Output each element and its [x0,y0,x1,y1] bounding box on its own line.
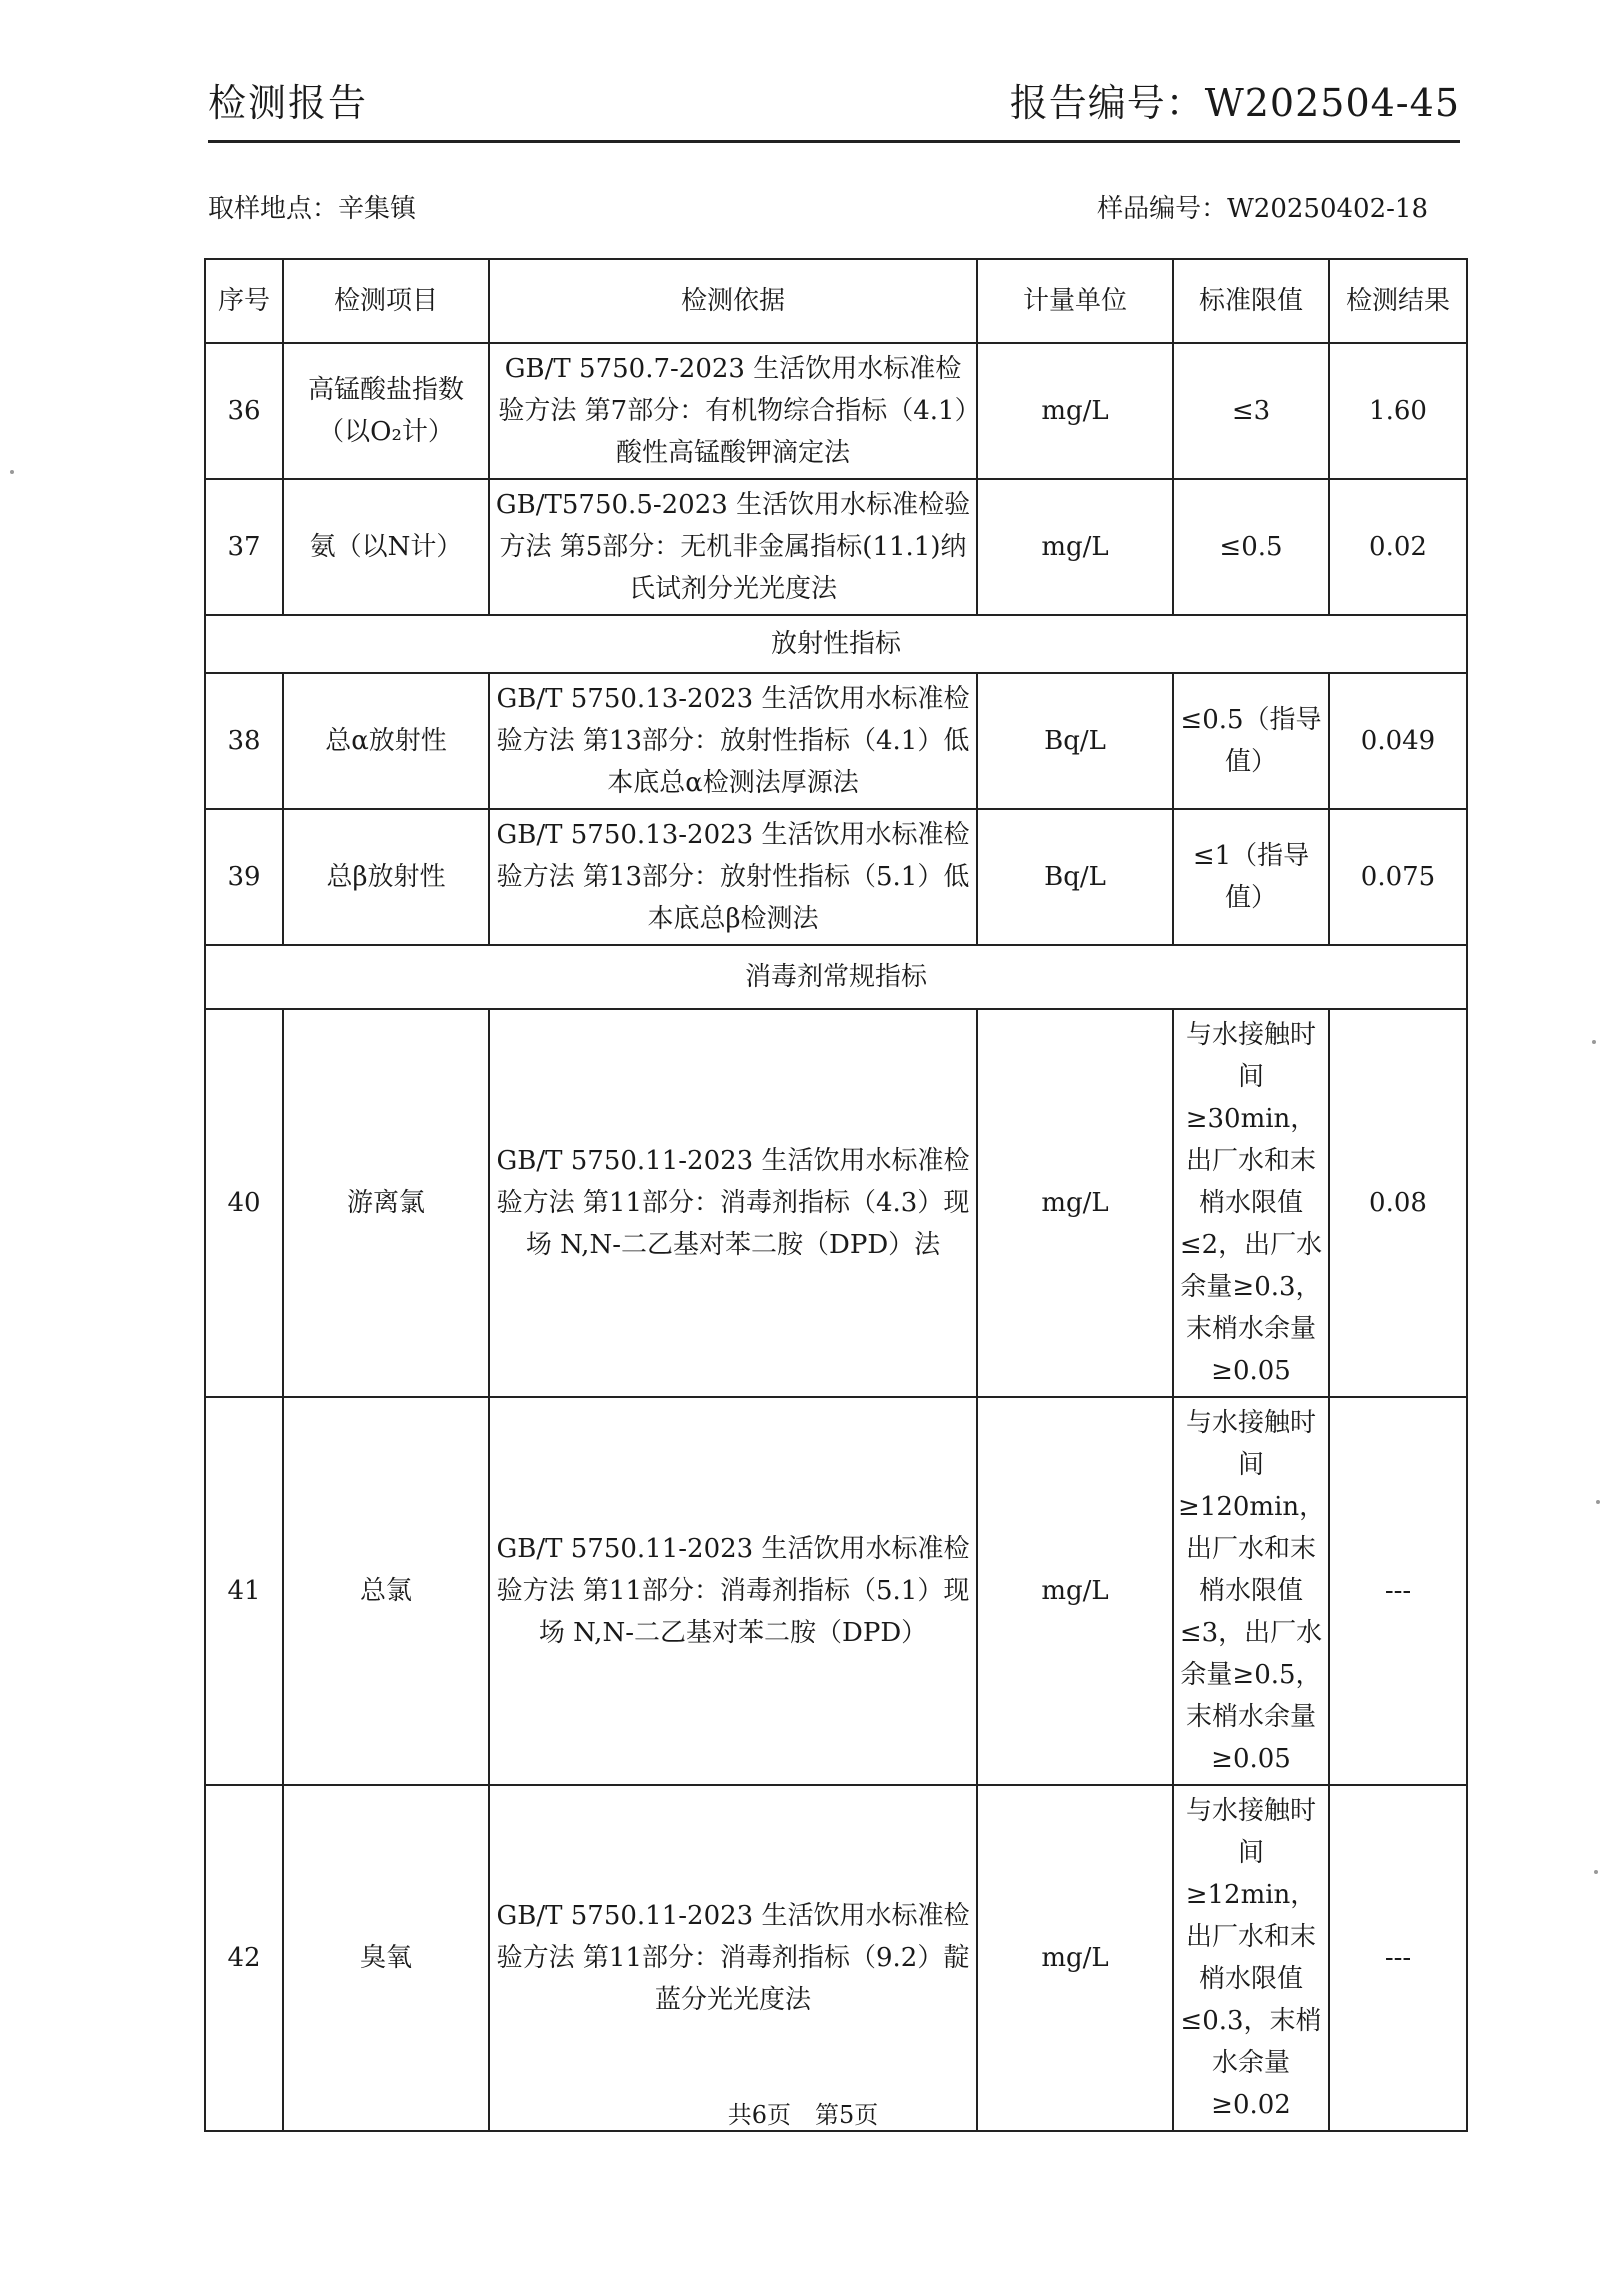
table-row [205,1785,1467,2131]
col-header-result: 检测结果 [1329,259,1467,343]
scan-speck [10,470,14,474]
row-limit: 与水接触时间≥120min，出厂水和末梢水限值≤3，出厂水余量≥0.5，末梢水余量≥0.05 [1173,1397,1329,1785]
table-header-row [205,259,1467,343]
row-limit: 与水接触时间≥12min，出厂水和末梢水限值≤0.3，末梢水余量≥0.02 [1173,1785,1329,2131]
table-row [205,673,1467,809]
report-number: 报告编号：W202504-45 [1009,81,1460,125]
row-item: 游离氯 [283,1009,489,1397]
row-no: 41 [205,1397,283,1785]
row-item: 总氯 [283,1397,489,1785]
row-basis: GB/T 5750.7-2023 生活饮用水标准检验方法 第7部分：有机物综合指标（4.1）酸性高锰酸钾滴定法 [489,343,977,479]
sample-number: 样品编号：W20250402-18 [1097,194,1428,224]
row-unit: mg/L [977,343,1173,479]
row-limit: ≤0.5（指导值） [1173,673,1329,809]
col-header-item: 检测项目 [283,259,489,343]
row-item: 高锰酸盐指数（以O₂计） [283,343,489,479]
row-item: 氨（以N计） [283,479,489,615]
row-limit: 与水接触时间≥30min，出厂水和末梢水限值≤2，出厂水余量≥0.3，末梢水余量≥0.05 [1173,1009,1329,1397]
scan-speck [1592,1040,1596,1044]
row-item: 总β放射性 [283,809,489,945]
row-unit: mg/L [977,479,1173,615]
row-no: 37 [205,479,283,615]
section-title: 放射性指标 [205,615,1467,673]
test-results-table [204,258,1468,2132]
row-unit: Bq/L [977,673,1173,809]
row-unit: mg/L [977,1397,1173,1785]
row-result: 1.60 [1329,343,1467,479]
row-basis: GB/T 5750.11-2023 生活饮用水标准检验方法 第11部分：消毒剂指标（9.2）靛蓝分光光度法 [489,1785,977,2131]
row-no: 38 [205,673,283,809]
row-basis: GB/T 5750.11-2023 生活饮用水标准检验方法 第11部分：消毒剂指标（5.1）现场 N,N-二乙基对苯二胺（DPD） [489,1397,977,1785]
table-row [205,343,1467,479]
row-limit: ≤3 [1173,343,1329,479]
row-basis: GB/T 5750.11-2023 生活饮用水标准检验方法 第11部分：消毒剂指标（4.3）现场 N,N-二乙基对苯二胺（DPD）法 [489,1009,977,1397]
sample-location: 取样地点：辛集镇 [208,194,417,224]
scan-speck [1594,1870,1598,1874]
row-basis: GB/T 5750.13-2023 生活饮用水标准检验方法 第13部分：放射性指标（4.1）低本底总α检测法厚源法 [489,673,977,809]
section-row-radioactive [205,615,1467,673]
col-header-no: 序号 [205,259,283,343]
header-divider [208,140,1460,143]
row-unit: mg/L [977,1009,1173,1397]
section-row-disinfectant [205,945,1467,1009]
section-title: 消毒剂常规指标 [205,945,1467,1009]
row-result: 0.075 [1329,809,1467,945]
row-result: --- [1329,1397,1467,1785]
row-basis: GB/T 5750.13-2023 生活饮用水标准检验方法 第13部分：放射性指标（5.1）低本底总β检测法 [489,809,977,945]
row-result: 0.08 [1329,1009,1467,1397]
scan-speck [1596,1500,1600,1504]
row-limit: ≤1（指导值） [1173,809,1329,945]
row-result: 0.049 [1329,673,1467,809]
table-row [205,1397,1467,1785]
table-row [205,479,1467,615]
row-result: --- [1329,1785,1467,2131]
col-header-unit: 计量单位 [977,259,1173,343]
row-no: 40 [205,1009,283,1397]
row-result: 0.02 [1329,479,1467,615]
col-header-limit: 标准限值 [1173,259,1329,343]
row-no: 39 [205,809,283,945]
report-title: 检测报告 [208,81,369,125]
row-basis: GB/T5750.5-2023 生活饮用水标准检验方法 第5部分：无机非金属指标(11.1)纳氏试剂分光光度法 [489,479,977,615]
row-item: 臭氧 [283,1785,489,2131]
row-limit: ≤0.5 [1173,479,1329,615]
page-counter: 共6页 第5页 [727,2101,879,2129]
row-item: 总α放射性 [283,673,489,809]
table-row [205,1009,1467,1397]
row-no: 42 [205,1785,283,2131]
row-unit: mg/L [977,1785,1173,2131]
table-row [205,809,1467,945]
col-header-basis: 检测依据 [489,259,977,343]
row-no: 36 [205,343,283,479]
row-unit: Bq/L [977,809,1173,945]
